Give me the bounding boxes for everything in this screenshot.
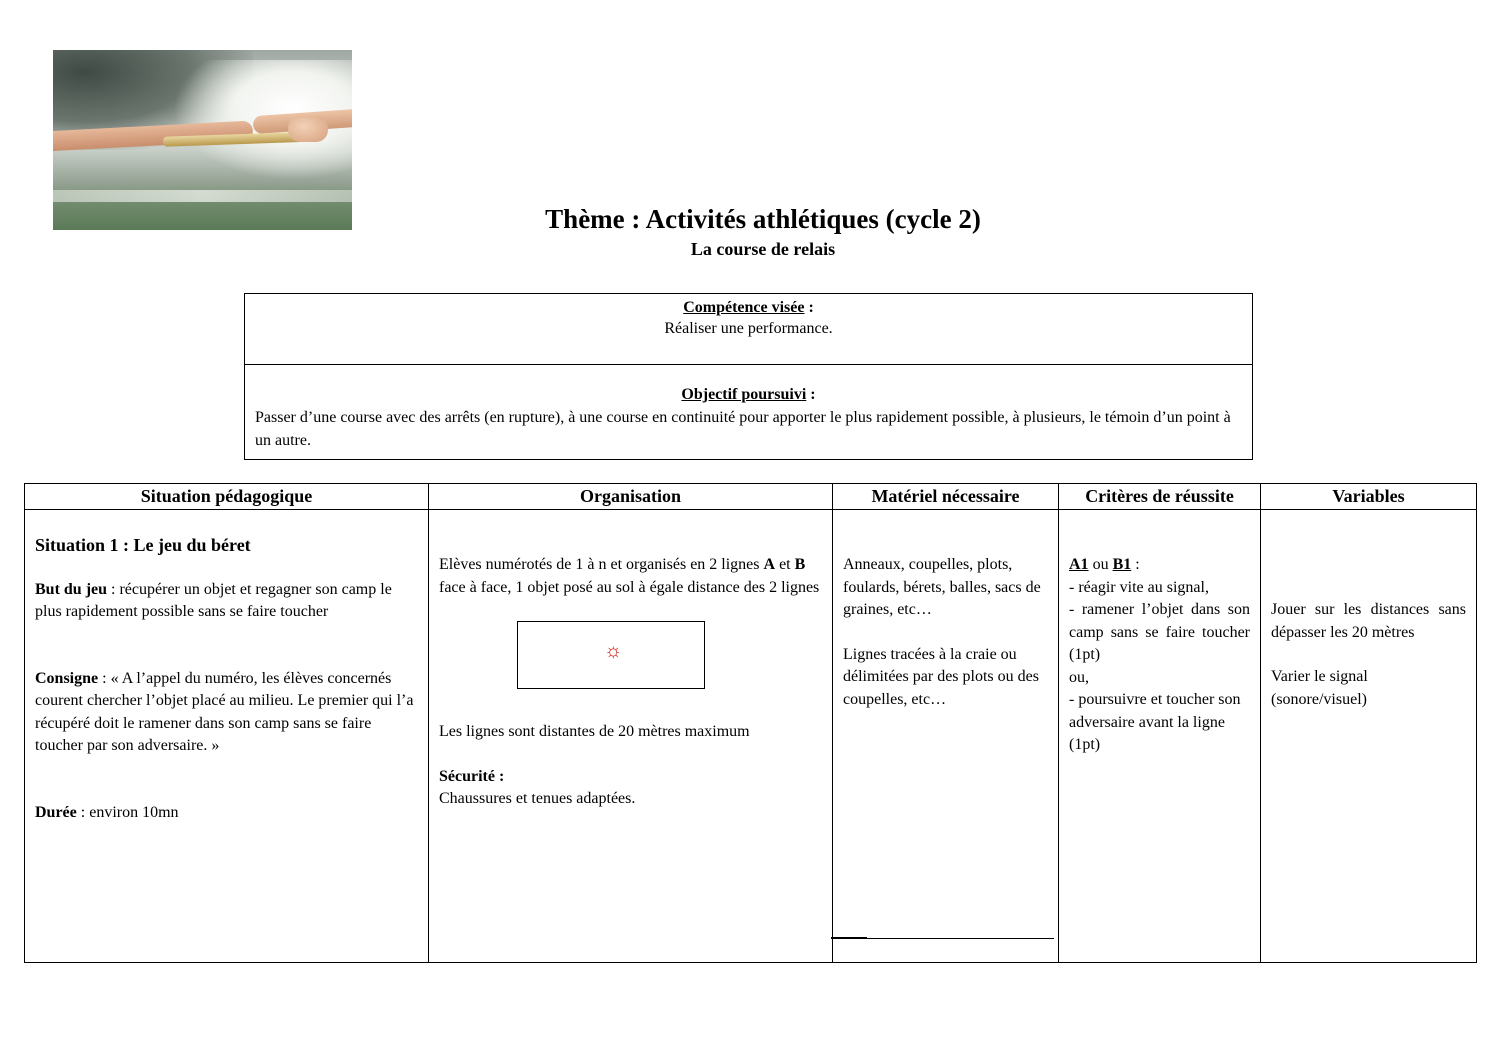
situation-title: Situation 1 : Le jeu du béret — [35, 535, 251, 555]
materiel-lignes: Lignes tracées à la craie ou délimitées par des plots ou des coupelles, etc… — [843, 645, 1039, 708]
critere-1: - réagir vite au signal, — [1069, 578, 1209, 596]
header-situation: Situation pédagogique — [25, 484, 429, 510]
distance-text: Les lignes sont distantes de 20 mètres maximum — [439, 723, 750, 740]
but-du-jeu — [35, 579, 418, 624]
org-text-b: face à face, 1 objet posé au sol à égale distance des 2 lignes — [439, 578, 820, 596]
cell-situation — [25, 510, 429, 963]
materiel-list: Anneaux, coupelles, plots, foulards, bérets, balles, sacs de graines, etc… — [843, 556, 1041, 618]
field-diagram — [517, 621, 705, 689]
duree-label: Durée — [35, 803, 77, 821]
securite-label: Sécurité : — [439, 767, 505, 785]
but-label: But du jeu — [35, 580, 108, 598]
table-header-row — [25, 484, 1477, 510]
critere-2: - ramener l’objet dans son camp sans se faire toucher (1pt) — [1069, 601, 1250, 663]
pedagogy-table — [24, 483, 1477, 963]
criteres-head — [1069, 554, 1250, 577]
consigne-label: Consigne — [35, 669, 99, 687]
cell-organisation — [429, 510, 833, 963]
critere-3: ou, — [1069, 668, 1089, 686]
org-text-et: et — [775, 556, 795, 573]
line-a-label: A — [763, 556, 776, 573]
competence-box — [244, 293, 1253, 365]
critere-4: - poursuivre et toucher son adversaire avant la ligne (1pt) — [1069, 691, 1241, 753]
duree — [35, 802, 418, 825]
duree-text: : environ 10mn — [76, 803, 179, 821]
consigne-text: : « A l’appel du numéro, les élèves concernés courent chercher l’objet placé au milieu. Le premier qui l’a récupéré doit le ramener dans son camp sans se faire toucher par son adversaire. » — [35, 669, 414, 754]
header-materiel: Matériel nécessaire — [833, 484, 1059, 510]
competence-text: Réaliser une performance. — [664, 320, 833, 337]
variable-distance: Jouer sur les distances sans dépasser les 20 mètres — [1271, 601, 1466, 641]
criteres-colon: : — [1131, 556, 1140, 573]
objectif-colon: : — [806, 386, 816, 403]
objectif-label: Objectif poursuivi — [681, 386, 807, 403]
divider-short — [831, 937, 867, 939]
criteres-a1: A1 — [1069, 556, 1089, 573]
consigne — [35, 668, 418, 758]
criteres-b1: B1 — [1112, 556, 1132, 573]
but-text: : récupérer un objet et regagner son camp le plus rapidement possible sans se faire toucher — [35, 580, 392, 620]
header-organisation: Organisation — [429, 484, 833, 510]
page-title: Thème : Activités athlétiques (cycle 2) — [545, 204, 981, 234]
table-row — [25, 510, 1477, 963]
competence-label: Compétence visée — [683, 299, 805, 316]
object-sun-icon: ☼ — [604, 640, 623, 662]
criteres-ou: ou — [1088, 556, 1113, 573]
page-subtitle: La course de relais — [690, 239, 836, 259]
header-criteres: Critères de réussite — [1059, 484, 1261, 510]
securite-text: Chaussures et tenues adaptées. — [439, 790, 636, 807]
cell-variables — [1261, 510, 1477, 963]
header-variables: Variables — [1261, 484, 1477, 510]
line-b-label: B — [794, 556, 806, 573]
divider-long — [866, 938, 1054, 939]
relay-photo — [53, 50, 352, 230]
variable-signal: Varier le signal (sonore/visuel) — [1271, 668, 1368, 708]
objectif-box — [244, 364, 1253, 460]
cell-criteres — [1059, 510, 1261, 963]
organisation-text — [439, 554, 822, 599]
org-text-a: Elèves numérotés de 1 à n et organisés en 2 lignes — [439, 556, 764, 573]
cell-materiel — [833, 510, 1059, 963]
competence-colon: : — [804, 299, 814, 316]
objectif-text: Passer d’une course avec des arrêts (en rupture), à une course en continuité pour apporter le plus rapidement possible, à plusieurs, le témoin d’un point à un autre. — [255, 409, 1231, 449]
